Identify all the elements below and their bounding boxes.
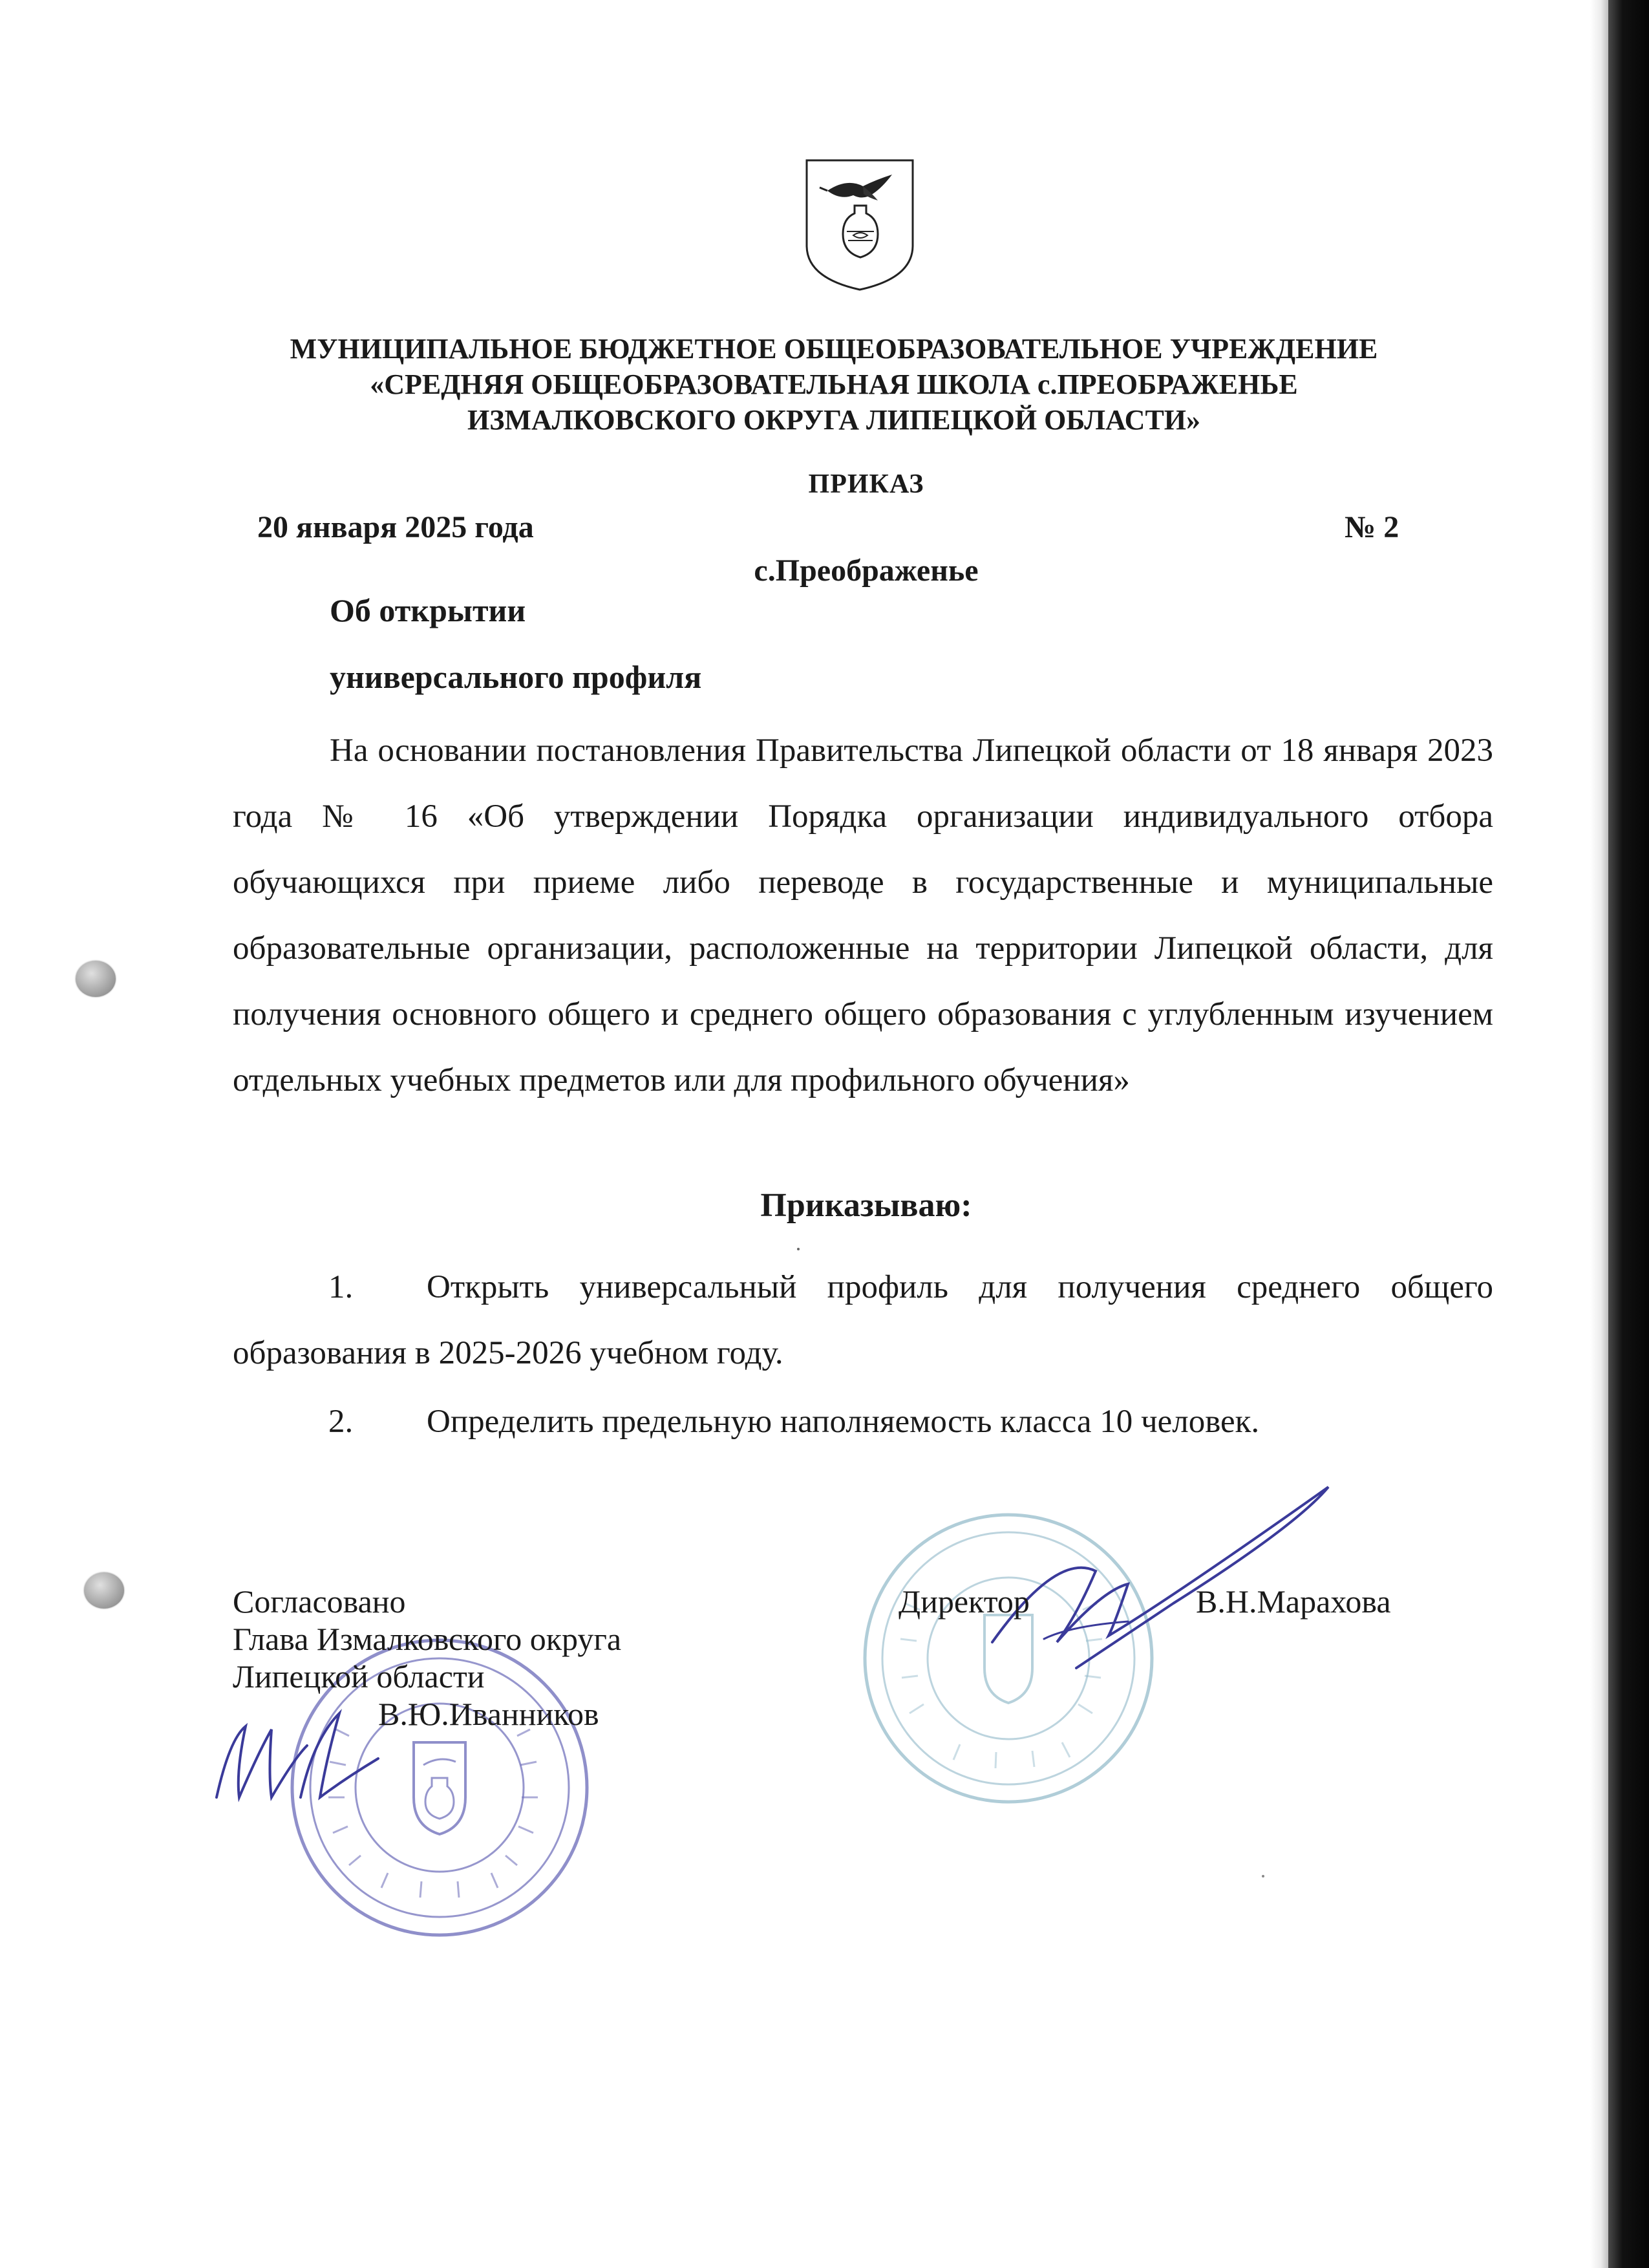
scan-edge — [1608, 0, 1649, 2268]
coat-of-arms-icon — [802, 155, 918, 294]
punch-hole — [84, 1572, 124, 1609]
organization-name-line: «СРЕДНЯЯ ОБЩЕОБРАЗОВАТЕЛЬНАЯ ШКОЛА с.ПРЕОБРАЖЕНЬЕ — [370, 369, 1298, 400]
order-number: № 2 — [1345, 510, 1399, 544]
order-list-item — [233, 1389, 1493, 1455]
director-name: В.Н.Марахова — [1196, 1583, 1391, 1620]
order-subject-line: Об открытии — [330, 592, 526, 628]
organization-name-line: МУНИЦИПАЛЬНОЕ БЮДЖЕТНОЕ ОБЩЕОБРАЗОВАТЕЛЬНОЕ УЧРЕЖДЕНИЕ — [290, 333, 1378, 365]
order-keyword: Приказываю: — [760, 1187, 972, 1224]
list-item-text: Определить предельную наполняемость класса 10 человек. — [427, 1404, 1260, 1440]
order-list-item — [233, 1254, 1493, 1386]
agreement-block — [233, 1583, 621, 1733]
order-date: 20 января 2025 года — [257, 510, 534, 544]
list-item-number: 1. — [328, 1269, 354, 1305]
list-item-text: Открыть универсальный профиль для получения среднего общего образования в 2025-2026 учебном году. — [233, 1269, 1493, 1371]
order-place: с.Преображенье — [754, 553, 979, 588]
director-label: Директор — [899, 1583, 1030, 1620]
order-title: ПРИКАЗ — [808, 469, 924, 499]
scan-speck — [797, 1248, 800, 1250]
agreed-position: Глава Измалковского округа — [233, 1621, 622, 1657]
organization-name-line: ИЗМАЛКОВСКОГО ОКРУГА ЛИПЕЦКОЙ ОБЛАСТИ» — [467, 404, 1201, 436]
punch-hole — [76, 961, 116, 997]
agreed-name: В.Ю.Иванников — [378, 1696, 599, 1732]
agreed-position: Липецкой области — [233, 1658, 485, 1695]
handwritten-signature — [979, 1474, 1341, 1687]
order-subject-line: универсального профиля — [330, 659, 702, 695]
agreed-label: Согласовано — [233, 1583, 406, 1620]
preamble-paragraph: На основании постановления Правительства Липецкой области от 18 января 2023 года № 16 «Об утверждении Порядка организации индивидуального отбора обучающихся при приеме либо переводе в государственные и муниципальные образовательные организации, расположенные на территории Липецкой области, для получения основного общего и среднего общего образования с углубленным изучением отдельных учебных предметов или для профильного обучения» — [233, 733, 1493, 1098]
scan-speck — [1262, 1875, 1264, 1878]
list-item-number: 2. — [328, 1404, 354, 1440]
